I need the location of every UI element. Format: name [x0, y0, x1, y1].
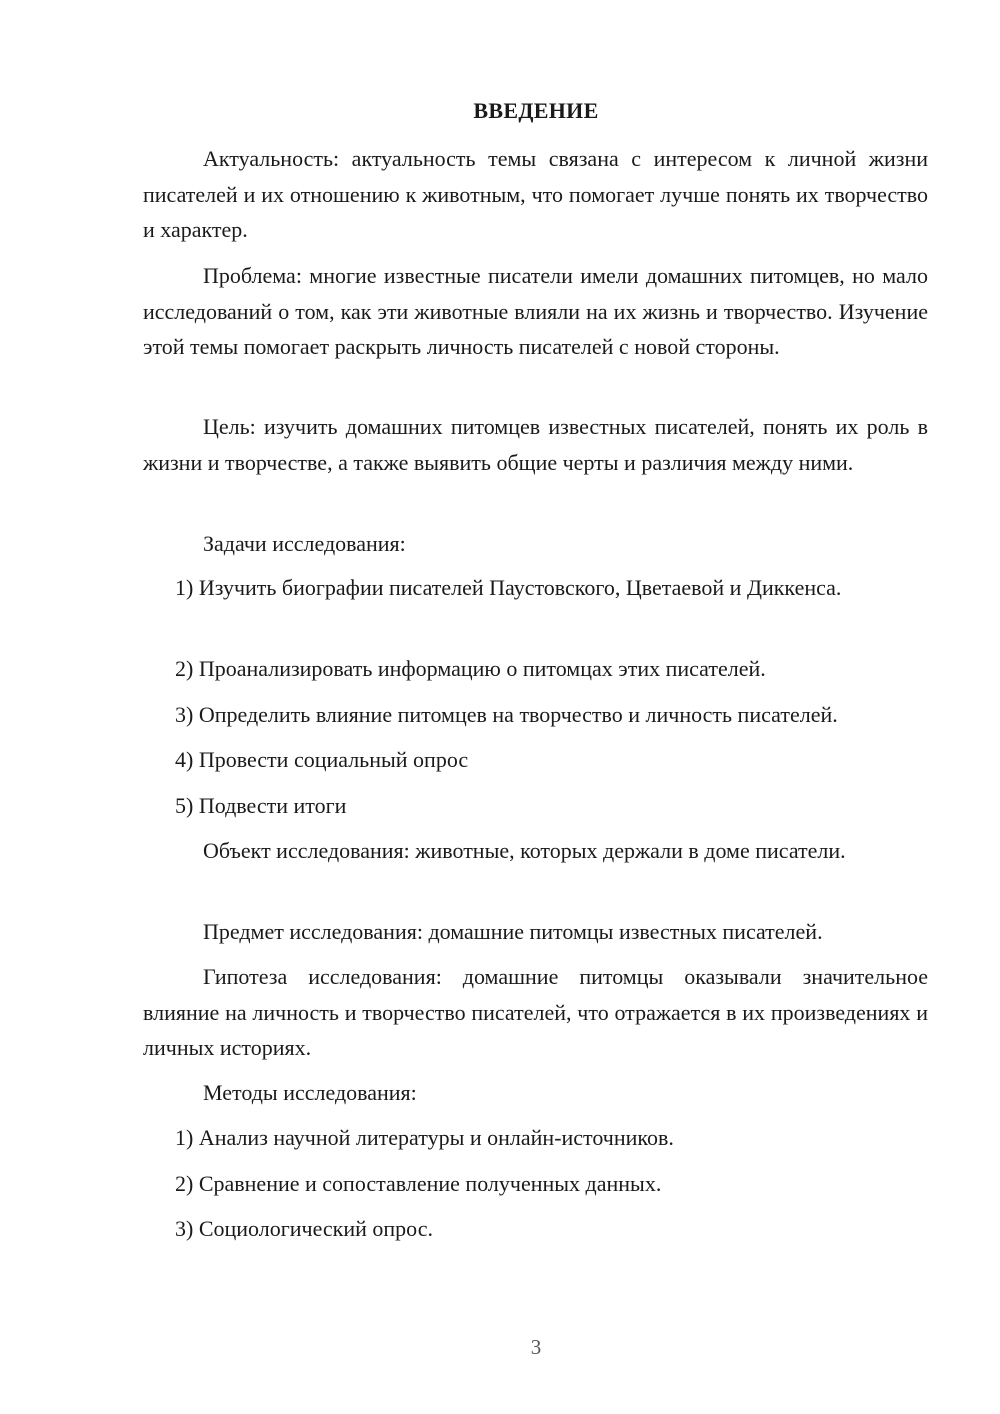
goal-paragraph: Цель: изучить домашних питомцев известных писателей, понять их роль в жизни и творчестве, а также выявить общие черты и различия между ними.	[143, 414, 928, 475]
method-item-2: 2) Сравнение и сопоставление полученных данных.	[175, 1171, 662, 1196]
task-item-2: 2) Проанализировать информацию о питомцах этих писателей.	[175, 656, 766, 681]
task-item-5: 5) Подвести итоги	[175, 793, 347, 818]
page-number: 3	[530, 1335, 542, 1359]
section-heading: ВВЕДЕНИЕ	[473, 98, 599, 123]
problem-paragraph: Проблема: многие известные писатели имели домашних питомцев, но мало исследований о том, как эти животные влияли на их жизнь и творчество. Изучение этой темы помогает раскрыть личность писателей с новой стороны.	[143, 263, 928, 359]
relevance-paragraph: Актуальность: актуальность темы связана с интересом к личной жизни писателей и их отношению к животным, что помогает лучше понять их творчество и характер.	[143, 146, 928, 242]
method-item-1: 1) Анализ научной литературы и онлайн-источников.	[175, 1125, 674, 1150]
task-item-4: 4) Провести социальный опрос	[175, 747, 469, 772]
task-item-3: 3) Определить влияние питомцев на творчество и личность писателей.	[175, 702, 838, 727]
object-paragraph: Объект исследования: животные, которых держали в доме писатели.	[203, 838, 846, 863]
methods-title: Методы исследования:	[203, 1080, 417, 1105]
tasks-title: Задачи исследования:	[203, 531, 406, 556]
task-item-1: 1) Изучить биографии писателей Паустовского, Цветаевой и Диккенса.	[175, 575, 842, 600]
hypothesis-paragraph: Гипотеза исследования: домашние питомцы оказывали значительное влияние на личность и творчество писателей, что отражается в их произведениях и личных историях.	[143, 964, 928, 1060]
subject-paragraph: Предмет исследования: домашние питомцы известных писателей.	[203, 919, 823, 944]
method-item-3: 3) Социологический опрос.	[175, 1216, 433, 1241]
